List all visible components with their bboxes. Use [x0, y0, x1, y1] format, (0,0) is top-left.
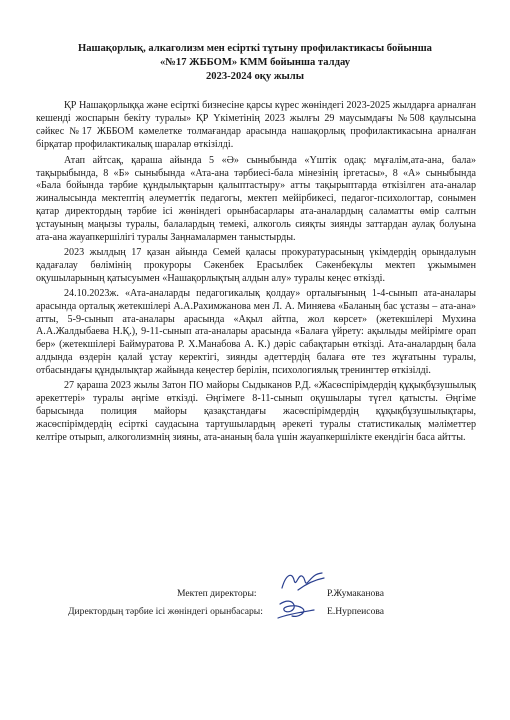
- director-name: Р.Жумаканова: [327, 588, 384, 599]
- signature-block: [0, 580, 510, 630]
- deputy-label: Директордың тәрбие ісі жөніндегі орынбасары:: [68, 606, 263, 617]
- paragraph-3: 2023 жылдың 17 қазан айында Семей қаласы прокуратурасының үкімдердің орындалуын қадағалау бөлімінің прокуроры Сәкенбек Ерасылбек Сәкенбекұлы мектеп ұжымымен оқушыларының қатысуымен «Нашақорлықтың алдын алу» туралы кеңес өткізді.: [36, 246, 476, 284]
- deputy-name: Е.Нурпеисова: [327, 606, 385, 617]
- title-line-1: Нашақорлық, алкаголизм мен есірткі тұтыну профилактикасы бойынша: [78, 43, 432, 54]
- document-title: [40, 42, 470, 84]
- paragraph-4: 24.10.2023ж. «Ата-аналарды педагогикалық қолдау» орталығының 1-4-сынып ата-аналары арасында орталық жетекшілері А.А.Рахимжанова мен Л. А. Миняева «Баланың бас ұстазы – ата-ана» атты, 5-9-сынып ата-аналары арасында «Ақыл айтпа, жол көрсет» (жетекшілері Мухина А.А.Жалдыбаева Н.Қ.), 9-11-сынып ата-аналары арасында «Балаға үйрету: ақылыды мейірімге орап бер» (жетекшілері Баймуратова Р. Х.Манабова А. К.) дәріс сабақтарын өткізді. Ата-аналардың бала алдында өздерін қалай ұстау керектігі, зиянды әдеттердің балаға өте тез жұғатыны туралы, отбасындағы құндылықтар жайында кеңестер берілін, психологиялық тренингтер өткізілді.: [36, 287, 476, 377]
- paragraph-1: ҚР Нашақорлыққа және есірткі бизнесіне қарсы күрес жөніндегі 2023-2025 жылдарға арналған кешенді жоспарын бекіту туралы» ҚР Үкіметінің 2023 жылғы 29 маусымдағы №508 қаулысына сәйкес №17 ЖББОМ кәмелетке толмағандар арасында нашақорлық профилактикасына арналған бірқатар профилактикалық шаралар өткізілді.: [36, 100, 476, 150]
- title-line-3: 2023-2024 оқу жылы: [205, 71, 305, 82]
- paragraph-5: 27 қараша 2023 жылы Затон ПО майоры Сыдыканов Р.Д. «Жасөспірімдердің құқықбұзушылық әрекеттері» туралы әңгіме өткізді. Әңгімеге 8-11-сынып оқушылары түгел қатысты. Әңгіме барысында полиция майоры қазақстандағы жасөспірімдердің құқықбұзушылықтары, жасөспірімдердің есірткі саудасына тартушылардың әрекеті туралы статистикалық мәліметтер келтіре отырып, алкоголизмнің зияны, ата-ананың бала үшін жауапкершілікте екендігін баса айтты.: [36, 380, 476, 443]
- document-body: [36, 100, 476, 447]
- director-label: Мектеп директоры:: [177, 588, 257, 599]
- paragraph-2: Атап айтсақ, қараша айында 5 «Ә» сыныбында «Үштік одақ: мұғалім,ата-ана, бала» тақырыбында, 8 «Б» сыныбында «Ата-ана тәрбиесі-бала мінезінің іргетасы», 8 «А» сыныбында «Бала бойында тәрбие құндылықтарын қалыптастыру» атты тақырыптарда өткізілген ата-аналар жиналысында мектептің әлеуметтік педагогы, мектеп мейірбикесі, педагог-психологтар, сонымен қатар директордың тәрбие ісі жөніндегі орынбасарлары ата-аналардың саламатты өмір салтын ұстауының маңызы туралы, балалардың темекі, алкоголь сияқты зиянды заттардан аулақ болуына ата-ана жауапкершілігі туралы Заңнамалармен таныстырды.: [36, 154, 476, 244]
- title-line-2: «№17 ЖББОМ» КММ бойынша талдау: [159, 57, 350, 68]
